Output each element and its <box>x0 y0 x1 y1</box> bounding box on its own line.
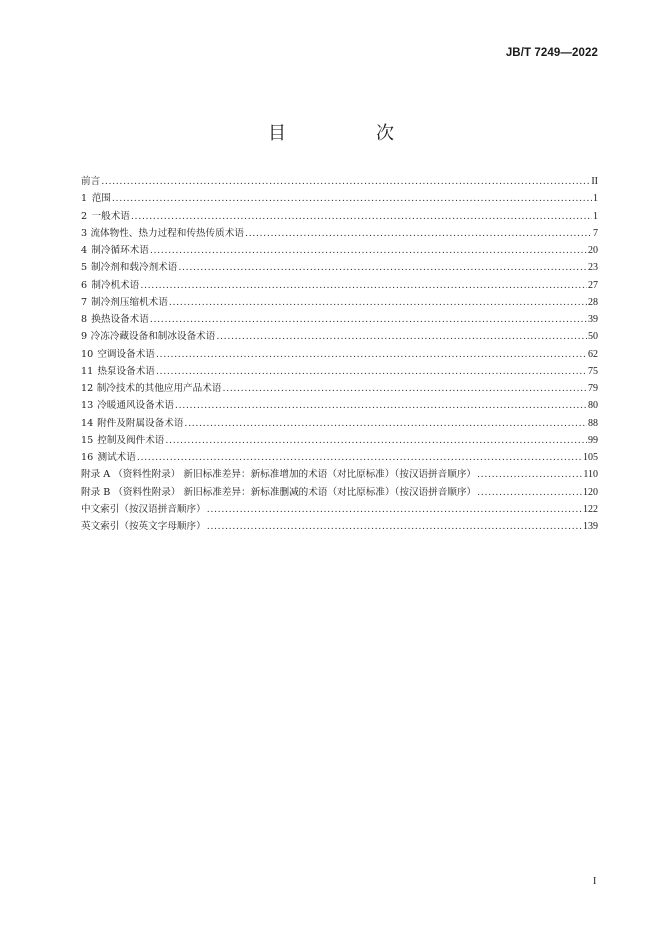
toc-entry-number: 16 <box>81 452 94 463</box>
toc-entry-label: 范围 <box>91 193 111 205</box>
toc-entry-page: 139 <box>583 521 598 532</box>
toc-entry-1[interactable] <box>81 190 598 207</box>
toc-entry-number: 6 <box>81 279 88 291</box>
toc-entry-label: 英文索引（按英文字母顺序） <box>81 521 206 532</box>
toc-entry-label: 空调设备术语 <box>97 348 155 360</box>
toc-entry-number: 10 <box>81 348 94 360</box>
dot-leader <box>150 314 587 325</box>
dot-leader <box>178 262 587 273</box>
toc-entry-number: 15 <box>81 434 94 446</box>
toc-entry-page: 110 <box>583 469 598 481</box>
dot-leader <box>150 245 587 256</box>
dot-leader <box>477 487 582 498</box>
toc-entry-label: 中文索引（按汉语拼音顺序） <box>81 503 206 515</box>
toc-entry-page: 120 <box>583 486 598 498</box>
dot-leader <box>165 435 587 446</box>
table-of-contents <box>81 173 598 535</box>
toc-entry-page: 75 <box>588 365 598 377</box>
toc-entry-chinese-index[interactable] <box>81 501 598 518</box>
toc-entry-page: 27 <box>588 279 598 291</box>
toc-entry-5[interactable] <box>81 259 598 276</box>
toc-entry-number: 8 <box>81 314 88 325</box>
dot-leader <box>140 280 587 291</box>
toc-entry-label: 热泵设备术语 <box>97 365 155 377</box>
toc-entry-page: 80 <box>588 400 598 412</box>
toc-entry-number: 5 <box>81 262 88 274</box>
dot-leader <box>156 366 587 377</box>
toc-entry-label: 前言 <box>81 176 101 187</box>
toc-entry-9[interactable] <box>81 328 598 345</box>
toc-entry-page: 50 <box>588 331 598 343</box>
toc-entry-label: 制冷机术语 <box>91 279 140 291</box>
dot-leader <box>112 193 592 204</box>
toc-entry-14[interactable] <box>81 415 598 432</box>
toc-entry-4[interactable] <box>81 242 598 259</box>
page-title: 目 次 <box>268 123 430 144</box>
toc-entry-page: 99 <box>588 434 598 446</box>
toc-entry-label: 附件及附属设备术语 <box>97 417 184 429</box>
dot-leader <box>216 331 587 342</box>
toc-entry-page: 23 <box>588 262 598 274</box>
page-number: I <box>593 876 597 887</box>
toc-entry-label: 控制及阀件术语 <box>97 434 165 446</box>
toc-entry-page: 28 <box>588 296 598 308</box>
toc-entry-13[interactable] <box>81 397 598 414</box>
toc-entry-2[interactable] <box>81 208 598 225</box>
toc-entry-number: 12 <box>81 383 94 394</box>
toc-entry-page: 105 <box>583 452 598 463</box>
toc-entry-page: 39 <box>588 314 598 325</box>
toc-entry-page: 7 <box>593 227 598 239</box>
toc-entry-page: II <box>591 176 598 187</box>
toc-entry-8[interactable] <box>81 311 598 328</box>
toc-entry-page: 79 <box>588 383 598 394</box>
toc-entry-page: 122 <box>583 503 598 515</box>
toc-entry-appendix-a[interactable] <box>81 466 598 483</box>
dot-leader <box>207 521 582 532</box>
toc-entry-number: 7 <box>81 296 88 308</box>
toc-entry-english-index[interactable] <box>81 518 598 535</box>
toc-entry-page: 1 <box>593 193 598 205</box>
toc-entry-3[interactable] <box>81 225 598 242</box>
toc-entry-number: 3 <box>81 227 88 239</box>
dot-leader <box>156 349 587 360</box>
toc-entry-label: 制冷技术的其他应用产品术语 <box>96 383 222 394</box>
toc-entry-15[interactable] <box>81 432 598 449</box>
dot-leader <box>207 504 582 515</box>
toc-entry-number: 13 <box>81 400 94 412</box>
toc-entry-number: 2 <box>81 210 88 222</box>
toc-entry-label: 一般术语 <box>91 210 130 222</box>
toc-entry-number: 4 <box>81 245 88 256</box>
dot-leader <box>175 400 587 411</box>
toc-entry-label: 流体物性、热力过程和传热传质术语 <box>90 227 244 239</box>
toc-entry-appendix-b[interactable] <box>81 484 598 501</box>
toc-entry-label: 附录 A （资料性附录） 新旧标准差异：新标准增加的术语（对比原标准）（按汉语拼音顺序） <box>81 469 477 481</box>
toc-entry-10[interactable] <box>81 346 598 363</box>
toc-entry-number: 11 <box>81 365 94 377</box>
toc-entry-label: 冷冻冷藏设备和制冰设备术语 <box>90 331 216 343</box>
toc-entry-7[interactable] <box>81 294 598 311</box>
standard-code: JB/T 7249—2022 <box>505 47 598 59</box>
dot-leader <box>101 176 590 187</box>
toc-entry-16[interactable] <box>81 449 598 466</box>
toc-entry-page: 88 <box>588 417 598 429</box>
dot-leader <box>184 418 587 429</box>
dot-leader <box>222 383 587 394</box>
toc-entry-number: 14 <box>81 417 94 429</box>
toc-entry-page: 1 <box>593 210 598 222</box>
toc-entry-label: 冷暖通风设备术语 <box>97 400 174 412</box>
toc-entry-12[interactable] <box>81 380 598 397</box>
toc-entry-page: 62 <box>588 348 598 360</box>
toc-entry-page: 20 <box>588 245 598 256</box>
toc-entry-foreword[interactable] <box>81 173 598 190</box>
toc-entry-number: 9 <box>81 331 88 343</box>
toc-entry-label: 换热设备术语 <box>91 314 149 325</box>
toc-entry-number: 1 <box>81 193 88 205</box>
toc-entry-6[interactable] <box>81 277 598 294</box>
toc-entry-label: 制冷剂压缩机术语 <box>91 296 168 308</box>
dot-leader <box>137 452 582 463</box>
dot-leader <box>477 469 582 480</box>
toc-entry-label: 测试术语 <box>97 452 136 463</box>
toc-entry-label: 制冷循环术语 <box>91 245 149 256</box>
toc-entry-11[interactable] <box>81 363 598 380</box>
toc-entry-label: 制冷剂和载冷剂术语 <box>91 262 178 274</box>
dot-leader <box>131 211 592 222</box>
dot-leader <box>245 228 592 239</box>
dot-leader <box>169 297 587 308</box>
toc-entry-label: 附录 B （资料性附录） 新旧标准差异：新标准删减的术语（对比原标准）（按汉语拼音顺序） <box>81 486 477 498</box>
